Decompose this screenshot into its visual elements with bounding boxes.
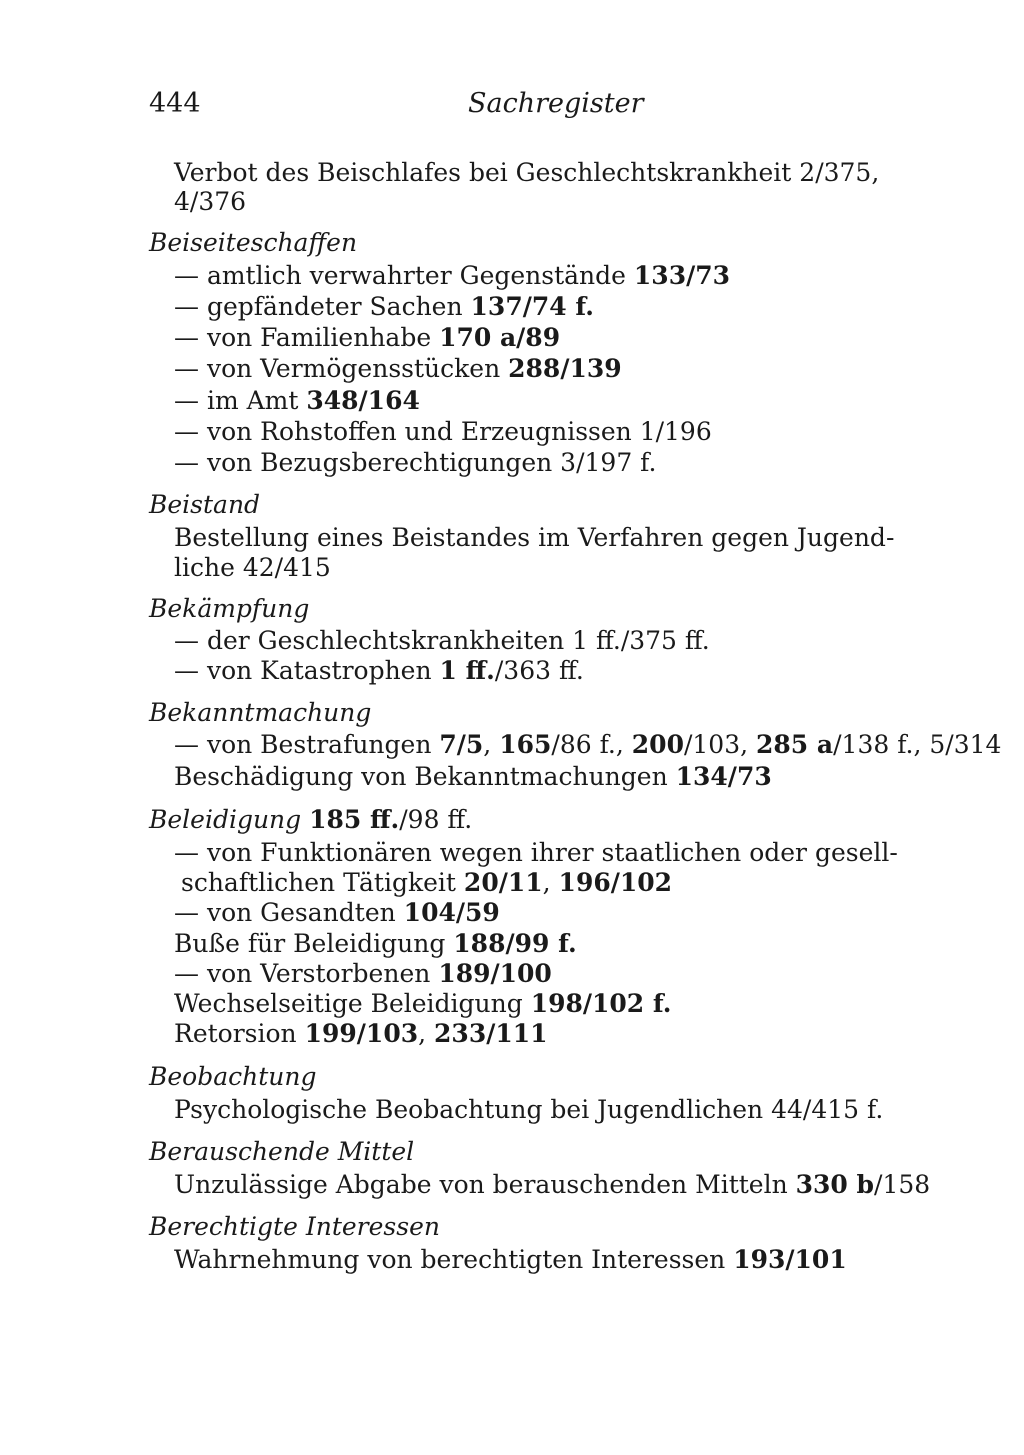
index-line: — von Funktionären wegen ihrer staatlichen oder gesell-: [174, 838, 898, 867]
index-line: — gepfändeter Sachen 137/74 f.: [174, 292, 594, 321]
index-line: — von Familienhabe 170 a/89: [174, 323, 561, 352]
index-heading: Bekämpfung: [149, 594, 310, 623]
index-heading: Beleidigung 185 ff./98 ff.: [149, 805, 473, 834]
index-line: Psychologische Beobachtung bei Jugendlichen 44/415 f.: [174, 1095, 884, 1124]
index-line: 4/376: [174, 187, 247, 216]
index-line: Bestellung eines Beistandes im Verfahren gegen Jugend-: [174, 523, 895, 552]
index-line: — von Vermögensstücken 288/139: [174, 354, 622, 383]
index-heading: Beobachtung: [149, 1062, 317, 1091]
index-line: — von Bestrafungen 7/5, 165/86 f., 200/103, 285 a/138 f., 5/314: [174, 730, 1002, 759]
index-line: — amtlich verwahrter Gegenstände 133/73: [174, 261, 731, 290]
index-line: Retorsion 199/103, 233/111: [174, 1019, 548, 1048]
index-line: — von Rohstoffen und Erzeugnissen 1/196: [174, 417, 712, 446]
index-line: — der Geschlechtskrankheiten 1 ff./375 ff.: [174, 626, 710, 655]
index-line: Wahrnehmung von berechtigten Interessen 193/101: [174, 1245, 847, 1274]
index-line: — von Katastrophen 1 ff./363 ff.: [174, 656, 584, 685]
index-heading: Berechtigte Interessen: [149, 1212, 440, 1241]
index-heading: Beiseiteschaffen: [149, 228, 358, 257]
index-line: — von Gesandten 104/59: [174, 898, 500, 927]
index-line: — im Amt 348/164: [174, 386, 420, 415]
index-line: Unzulässige Abgabe von berauschenden Mitteln 330 b/158: [174, 1170, 931, 1199]
index-heading: Beistand: [149, 490, 261, 519]
page-number: 444: [149, 88, 201, 119]
index-line: — von Verstorbenen 189/100: [174, 959, 552, 988]
index-line: Buße für Beleidigung 188/99 f.: [174, 929, 577, 958]
index-line: Verbot des Beischlafes bei Geschlechtskrankheit 2/375,: [174, 158, 880, 187]
index-line: liche 42/415: [174, 553, 331, 582]
index-line: Wechselseitige Beleidigung 198/102 f.: [174, 989, 672, 1018]
index-heading: Bekanntmachung: [149, 698, 372, 727]
index-heading: Berauschende Mittel: [149, 1137, 415, 1166]
index-line: — von Bezugsberechtigungen 3/197 f.: [174, 448, 657, 477]
index-line: Beschädigung von Bekanntmachungen 134/73: [174, 762, 772, 791]
running-title: Sachregister: [468, 88, 644, 119]
index-line: schaftlichen Tätigkeit 20/11, 196/102: [181, 868, 673, 897]
